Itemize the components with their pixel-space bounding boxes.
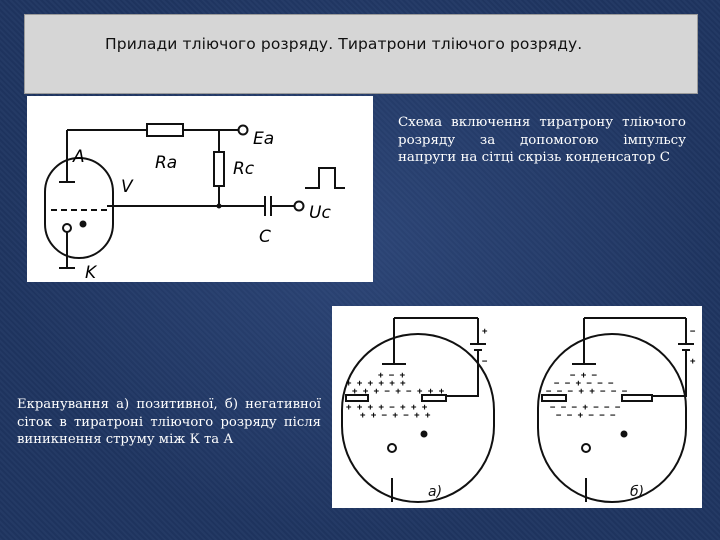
cathode-ring [63,224,71,232]
junction-dot [217,204,222,209]
tube-envelope [45,158,113,258]
screening-svg [332,306,702,508]
tube-b [538,318,696,502]
cathode-label: K [85,263,97,282]
anode-label: A [73,147,85,167]
thyratron-circuit-diagram [27,96,373,282]
screening-caption: Екранування а) позитивної, б) негативної сіток в тиратроні тліючого розряду після виникнення струму між К та А [17,397,321,447]
resistor-rc [214,152,224,186]
tube-a [342,318,494,502]
ea-terminal [239,126,248,135]
tube-b-battery-wire-bottom [652,350,686,396]
slide-title: Прилади тліючого розряду. Тиратрони тліючого розряду. [105,35,583,53]
tube-b-charges-1: − + − [570,371,598,381]
ra-label: Ra [155,153,178,173]
cathode-dot [80,221,87,228]
tube-a-charges-2: + + + + + + [346,379,406,389]
uc-terminal [295,202,304,211]
grid-screening-diagram [332,306,702,508]
tube-label: V [121,177,133,197]
tube-b-charges-4: − − − + − − − [550,403,621,413]
ea-label: Ea [253,129,275,149]
tube-b-charges-2: − − + − − − [554,379,614,389]
tube-a-charges-5: + + − + − + + [360,411,431,421]
tube-b-charges-3: − − − + + − − − [546,387,628,397]
tube-b-battery-bottom-sign: + [690,357,696,367]
tube-a-charges-4: + + + + − + + + [346,403,428,413]
tube-a-label: а) [428,484,443,500]
tube-b-battery-top-sign: − [690,327,696,337]
tube-b-label: б) [630,484,645,500]
tube-b-cathode-dot [621,431,628,438]
circuit-caption: Схема включення тиратрону тліючого розряду за допомогою імпульсу напруги на сітці скрізь конденсатор С [398,115,686,165]
tube-a-charges-1: + − + [378,371,406,381]
capacitor-label: C [259,227,271,247]
tube-a-battery-bottom-sign: − [482,357,488,367]
tube-b-cathode [582,444,590,452]
tube-a-battery-top-sign: + [482,327,488,337]
tube-b-charges-5: − − + − − − [556,411,616,421]
tube-a-cathode [388,444,396,452]
rc-label: Rc [233,159,255,179]
tube-a-cathode-dot [421,431,428,438]
circuit-svg [27,96,373,282]
tube-a-charges-3: + + + − + − + + + [352,387,445,397]
uc-label: Uc [309,203,331,223]
title-bar [24,14,698,94]
resistor-ra [147,124,183,136]
pulse-symbol [305,168,345,188]
